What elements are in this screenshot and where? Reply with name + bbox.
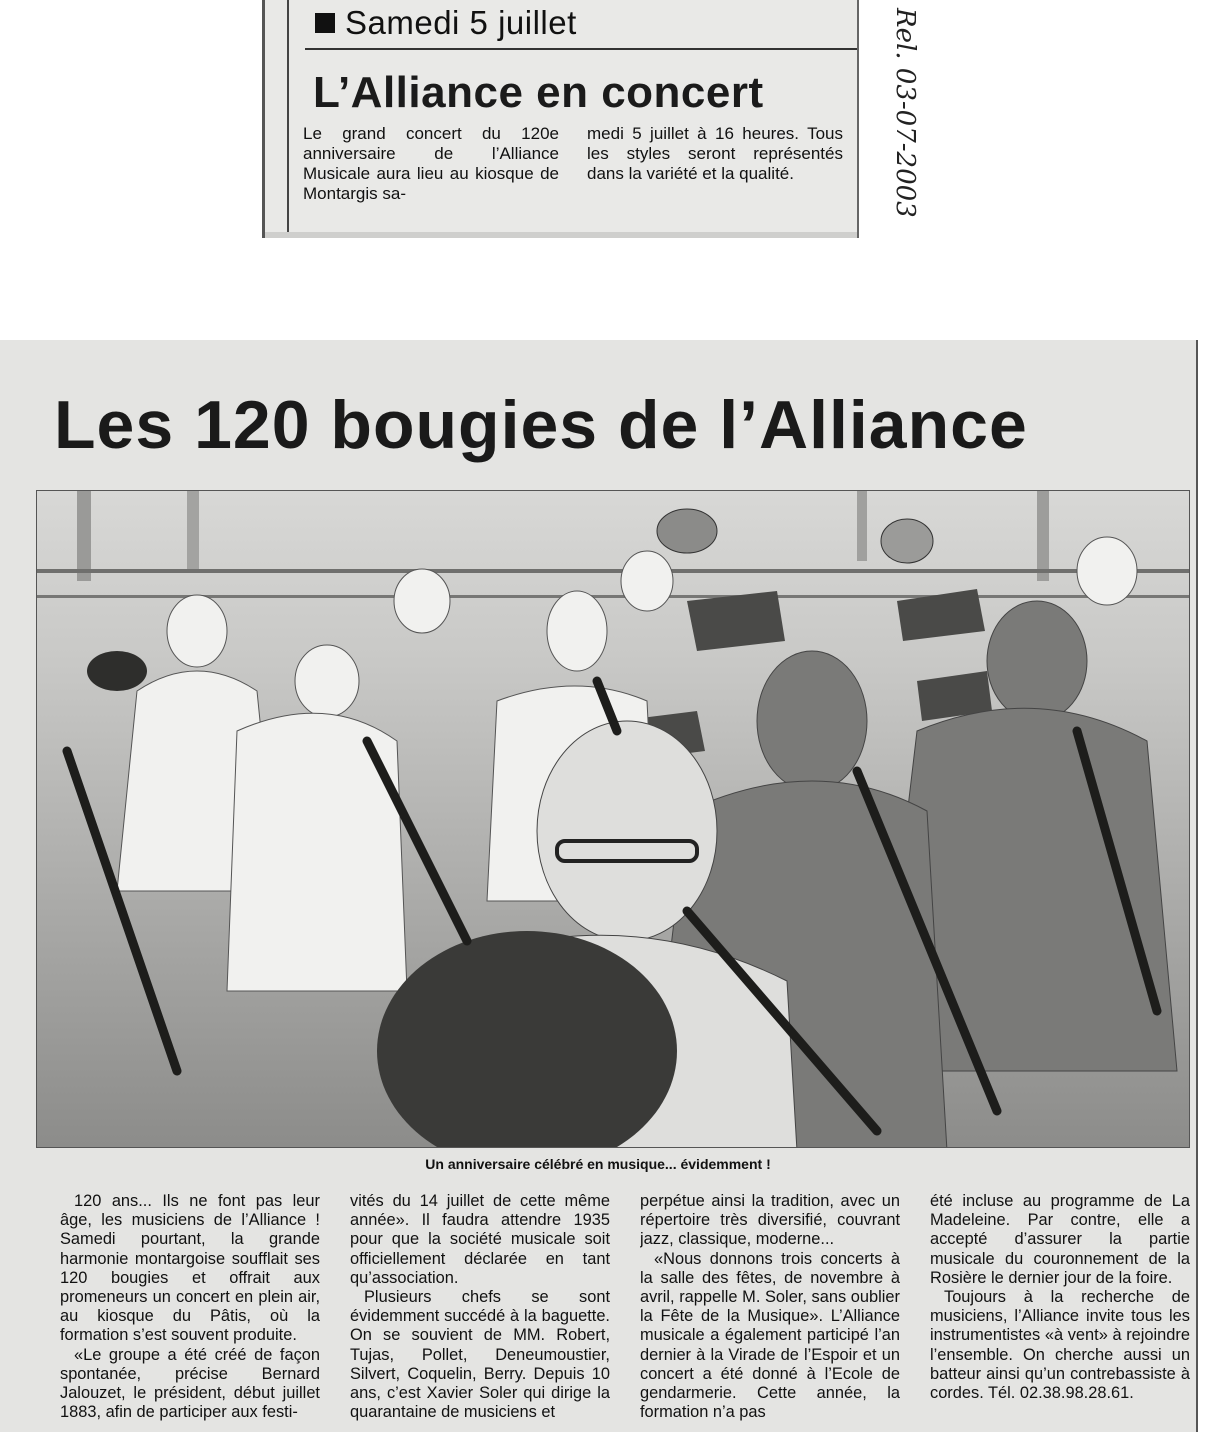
clipping-date: Samedi 5 juillet — [345, 4, 577, 41]
paper-edge — [265, 232, 857, 238]
paragraph: Toujours à la recherche de musiciens, l’Alliance invite tous les instrumentistes «à vent» à rejoindre l’ensemble. On cherche aussi un batteur ainsi qu’un contrebassiste à cordes. Tél. 02.38.98.28.61. — [930, 1288, 1190, 1403]
band-photo — [36, 490, 1190, 1148]
paragraph: vités du 14 juillet de cette même année». Il faudra attendre 1935 pour que la société musicale soit officiellement déclarée en tant qu’association. — [350, 1192, 610, 1287]
paragraph: Plusieurs chefs se sont évidemment succédé à la baguette. On se souvient de MM. Robert, Tujas, Pollet, Deneumoustier, Silvert, Coquelin, Berry. Depuis 10 ans, c’est Xavier Soler qui dirige la quarantaine de musiciens et — [350, 1288, 610, 1422]
article-column-4 — [930, 1192, 1190, 1428]
square-bullet-icon — [315, 13, 335, 33]
paragraph: perpétue ainsi la tradition, avec un répertoire très diversifié, couvrant jazz, classique, moderne... — [640, 1192, 900, 1249]
clipping-announcement — [262, 0, 859, 238]
date-bar — [315, 4, 577, 42]
handwritten-text: Rel. 03-07-2003 — [890, 8, 920, 218]
band-photo-illustration — [37, 491, 1189, 1147]
paragraph: 120 ans... Ils ne font pas leur âge, les musiciens de l’Alliance ! Samedi pourtant, la grande harmonie montargoise soufflait ses 120 bougies et offrait aux promeneurs un concert en plein air, au kiosque du Pâtis, où la formation s’est souvent produite. — [60, 1192, 320, 1345]
column-rule — [287, 0, 289, 238]
article-column-2 — [350, 1192, 610, 1428]
handwritten-date-note — [878, 6, 928, 242]
clipping-column-2: medi 5 juillet à 16 heures. Tous les styles seront représentés dans la variété et la qualité. — [587, 124, 843, 183]
paragraph: été incluse au programme de La Madeleine. Par contre, elle a accepté d’assurer la partie musicale du couronnement de la Rosière le dernier jour de la foire. — [930, 1192, 1190, 1287]
clipping-body — [303, 124, 843, 204]
clipping-column-1: Le grand concert du 120e anniversaire de l’Alliance Musicale aura lieu au kiosque de Montargis sa- — [303, 124, 559, 203]
article-body — [60, 1192, 1192, 1428]
paragraph: «Nous donnons trois concerts à la salle des fêtes, de novembre à avril, rappelle M. Soler, sans oublier la Fête de la Musique». L’Alliance musicale a également participé l’an dernier à la Virade de l’Espoir et un concert a été donné à l’Ecole de gendarmerie. Cette année, la formation n’a pas — [640, 1249, 900, 1422]
divider — [305, 48, 857, 50]
photo-caption: Un anniversaire célébré en musique... évidemment ! — [425, 1156, 771, 1172]
paragraph: «Le groupe a été créé de façon spontanée, précise Bernard Jalouzet, le président, début juillet 1883, afin de participer aux festi- — [60, 1345, 320, 1422]
article-headline: Les 120 bougies de l’Alliance — [54, 387, 1028, 463]
article-clipping — [0, 340, 1198, 1432]
clipping-headline: L’Alliance en concert — [313, 68, 764, 117]
article-column-3 — [640, 1192, 900, 1428]
article-column-1 — [60, 1192, 320, 1428]
